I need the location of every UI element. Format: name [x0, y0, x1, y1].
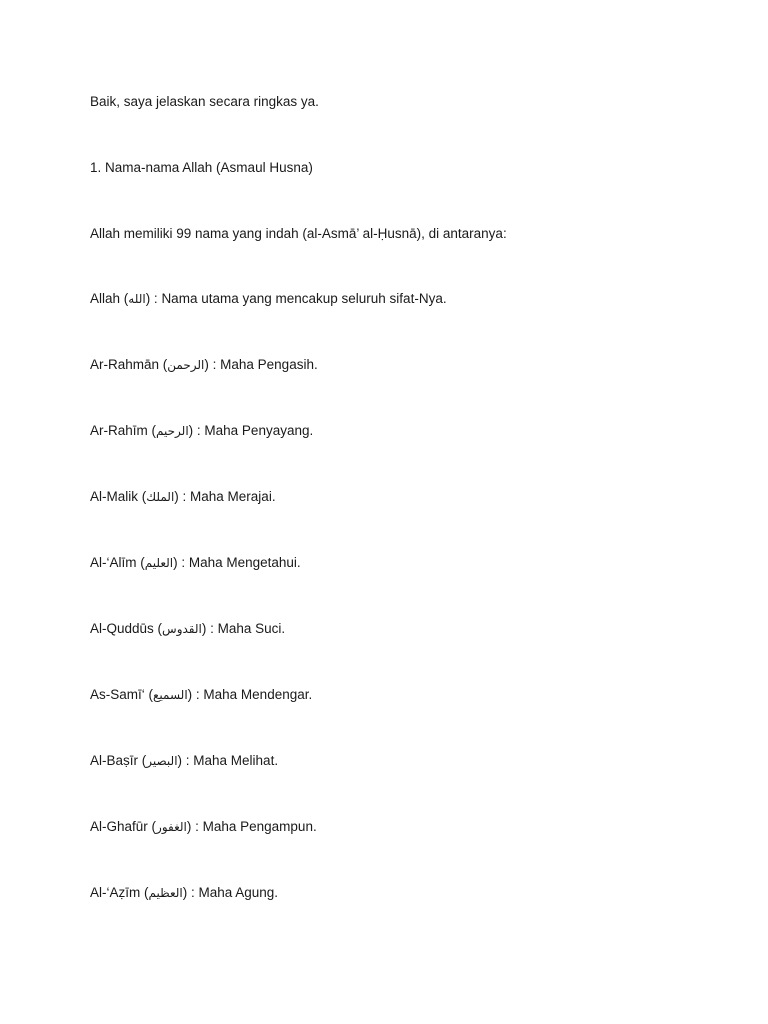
- name-entry: Al-Malik (الملك) : Maha Merajai.: [90, 489, 276, 504]
- name-meaning: Nama utama yang mencakup seluruh sifat-Nya.: [161, 291, 447, 306]
- document-body: [90, 0, 728, 1024]
- intro-text: Baik, saya jelaskan secara ringkas ya.: [90, 94, 319, 109]
- name-latin: Al-‘Aẓīm: [90, 885, 141, 900]
- name-entry: Al-Ghafūr (الغفور) : Maha Pengampun.: [90, 819, 317, 834]
- name-meaning: Maha Suci.: [217, 621, 286, 636]
- name-latin: Allah: [90, 291, 121, 306]
- name-latin: Al-Baṣīr: [90, 753, 139, 768]
- name-entry: Ar-Rahīm (الرحيم) : Maha Penyayang.: [90, 423, 314, 438]
- name-meaning: Maha Penyayang.: [204, 423, 314, 438]
- name-entry: Al-Quddūs (القدوس) : Maha Suci.: [90, 621, 286, 636]
- name-entry: Al-‘Alīm (العليم) : Maha Mengetahui.: [90, 555, 301, 570]
- name-meaning: Maha Mengetahui.: [188, 555, 301, 570]
- lead-text: Allah memiliki 99 nama yang indah (al-Asmā’ al-Ḥusnā), di antaranya:: [90, 226, 507, 241]
- name-entry: Al-‘Aẓīm (العظيم) : Maha Agung.: [90, 885, 279, 900]
- name-entry: Al-Baṣīr (البصير) : Maha Melihat.: [90, 753, 279, 768]
- name-arabic: العليم: [144, 556, 174, 570]
- name-arabic: القدوس: [162, 622, 202, 636]
- name-entry: Ar-Rahmān (الرحمن) : Maha Pengasih.: [90, 357, 318, 372]
- name-arabic: الرحيم: [156, 424, 189, 438]
- name-latin: Ar-Rahīm: [90, 423, 148, 438]
- name-entry: As-Samī‘ (السميع) : Maha Mendengar.: [90, 687, 313, 702]
- name-entry: Allah (الله) : Nama utama yang mencakup seluruh sifat-Nya.: [90, 291, 447, 306]
- name-latin: Al-Malik: [90, 489, 139, 504]
- name-arabic: السميع: [153, 688, 188, 702]
- name-arabic: الله: [128, 292, 146, 306]
- name-meaning: Maha Mendengar.: [203, 687, 313, 702]
- name-latin: Al-Ghafūr: [90, 819, 148, 834]
- name-arabic: البصير: [146, 754, 178, 768]
- name-meaning: Maha Agung.: [198, 885, 279, 900]
- name-meaning: Maha Merajai.: [190, 489, 276, 504]
- name-meaning: Maha Melihat.: [193, 753, 279, 768]
- name-arabic: الغفور: [156, 820, 187, 834]
- name-latin: Al-‘Alīm: [90, 555, 137, 570]
- name-arabic: الرحمن: [167, 358, 205, 372]
- name-meaning: Maha Pengasih.: [220, 357, 318, 372]
- name-arabic: الملك: [146, 490, 175, 504]
- name-meaning: Maha Pengampun.: [202, 819, 317, 834]
- name-latin: Al-Quddūs: [90, 621, 154, 636]
- name-latin: Ar-Rahmān: [90, 357, 160, 372]
- name-arabic: العظيم: [148, 886, 183, 900]
- name-latin: As-Samī‘: [90, 687, 145, 702]
- section-heading: 1. Nama-nama Allah (Asmaul Husna): [90, 160, 313, 175]
